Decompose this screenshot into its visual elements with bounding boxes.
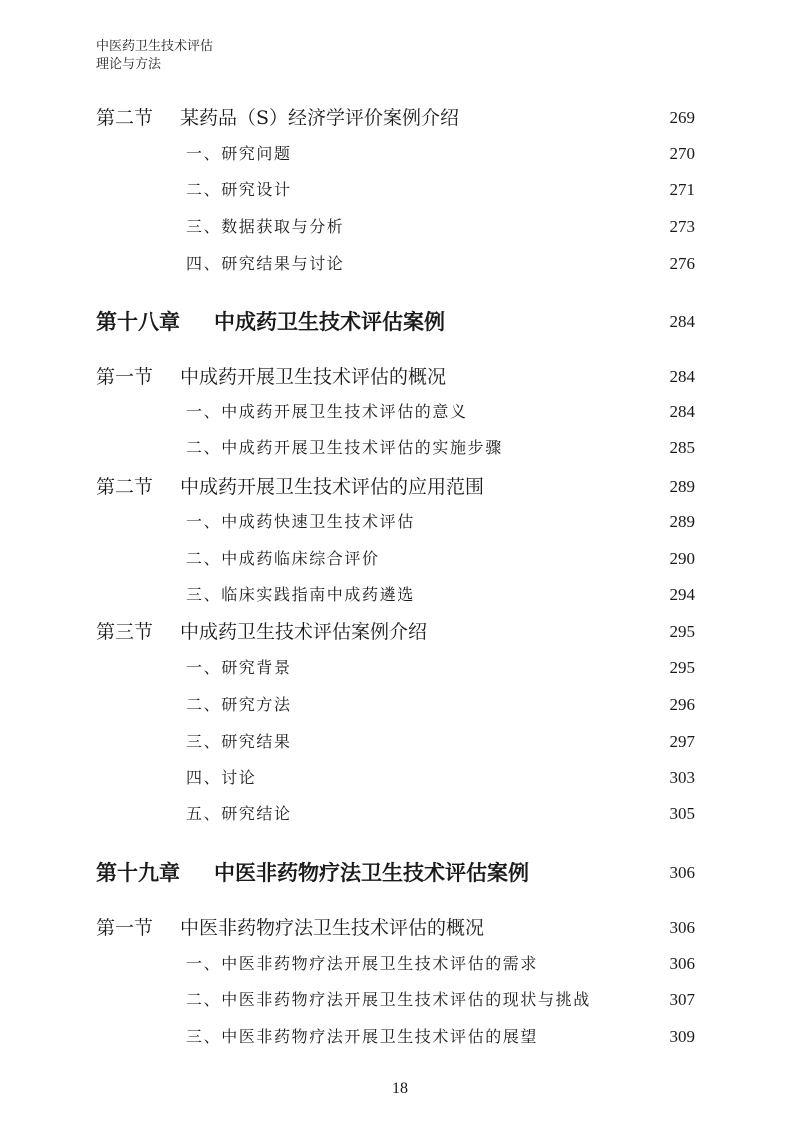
toc-subsection-entry[interactable] bbox=[0, 799, 800, 829]
toc-subsection-entry[interactable] bbox=[0, 175, 800, 205]
page-ref: 294 bbox=[669, 585, 695, 604]
page-ref: 290 bbox=[669, 549, 695, 568]
chapter-title: 中成药卫生技术评估案例 bbox=[214, 309, 445, 334]
section-number: 第三节 bbox=[96, 621, 154, 643]
subsection-title: 二、中成药临床综合评价 bbox=[186, 549, 380, 568]
section-number: 第一节 bbox=[96, 366, 154, 388]
page-ref: 285 bbox=[669, 438, 695, 457]
page-ref: 289 bbox=[669, 477, 695, 496]
page-ref: 273 bbox=[669, 217, 695, 236]
page-ref: 270 bbox=[669, 144, 695, 163]
section-title: 中成药卫生技术评估案例介绍 bbox=[180, 621, 428, 643]
subsection-title: 二、研究方法 bbox=[186, 695, 292, 714]
toc-subsection-entry[interactable] bbox=[0, 139, 800, 169]
toc-subsection-entry[interactable] bbox=[0, 1022, 800, 1052]
toc-subsection-entry[interactable] bbox=[0, 544, 800, 574]
toc-chapter-entry[interactable] bbox=[0, 858, 800, 888]
toc-section-entry[interactable] bbox=[0, 913, 800, 943]
subsection-title: 三、中医非药物疗法开展卫生技术评估的展望 bbox=[186, 1027, 539, 1046]
subsection-title: 一、中成药快速卫生技术评估 bbox=[186, 512, 415, 531]
subsection-title: 一、研究问题 bbox=[186, 144, 292, 163]
chapter-number: 第十八章 bbox=[96, 309, 180, 334]
chapter-title: 中医非药物疗法卫生技术评估案例 bbox=[214, 860, 529, 885]
toc-subsection-entry[interactable] bbox=[0, 727, 800, 757]
page-ref: 305 bbox=[669, 804, 695, 823]
toc-subsection-entry[interactable] bbox=[0, 212, 800, 242]
section-number: 第二节 bbox=[96, 476, 154, 498]
page-ref: 309 bbox=[669, 1027, 695, 1046]
toc-subsection-entry[interactable] bbox=[0, 763, 800, 793]
running-head-book-title: 中医药卫生技术评估 bbox=[96, 39, 214, 54]
subsection-title: 三、数据获取与分析 bbox=[186, 217, 345, 236]
page-ref: 307 bbox=[669, 990, 695, 1009]
page-ref: 306 bbox=[669, 954, 695, 973]
toc-subsection-entry[interactable] bbox=[0, 690, 800, 720]
toc-subsection-entry[interactable] bbox=[0, 507, 800, 537]
subsection-title: 五、研究结论 bbox=[186, 804, 292, 823]
page-ref: 295 bbox=[669, 622, 695, 641]
toc-subsection-entry[interactable] bbox=[0, 433, 800, 463]
subsection-title: 三、研究结果 bbox=[186, 732, 292, 751]
page-ref: 284 bbox=[669, 402, 695, 421]
chapter-number: 第十九章 bbox=[96, 860, 180, 885]
page-ref: 276 bbox=[669, 254, 695, 273]
page-ref: 289 bbox=[669, 512, 695, 531]
section-title: 中成药开展卫生技术评估的应用范围 bbox=[180, 476, 485, 498]
section-title: 某药品（S）经济学评价案例介绍 bbox=[180, 107, 460, 129]
section-number: 第一节 bbox=[96, 917, 154, 939]
page-ref: 297 bbox=[669, 732, 695, 751]
page-ref: 306 bbox=[669, 918, 695, 937]
subsection-title: 二、中医非药物疗法开展卫生技术评估的现状与挑战 bbox=[186, 990, 591, 1009]
page-ref: 306 bbox=[669, 863, 695, 882]
toc-subsection-entry[interactable] bbox=[0, 949, 800, 979]
toc-subsection-entry[interactable] bbox=[0, 653, 800, 683]
section-title: 中医非药物疗法卫生技术评估的概况 bbox=[180, 917, 485, 939]
page-ref: 303 bbox=[669, 768, 695, 787]
page-number: 18 bbox=[392, 1080, 408, 1097]
toc-subsection-entry[interactable] bbox=[0, 580, 800, 610]
page-ref: 269 bbox=[669, 108, 695, 127]
toc-subsection-entry[interactable] bbox=[0, 249, 800, 279]
page-ref: 271 bbox=[669, 180, 695, 199]
toc-section-entry[interactable] bbox=[0, 362, 800, 392]
subsection-title: 一、中医非药物疗法开展卫生技术评估的需求 bbox=[186, 954, 539, 973]
subsection-title: 四、讨论 bbox=[186, 768, 257, 787]
toc-section-entry[interactable] bbox=[0, 617, 800, 647]
subsection-title: 一、中成药开展卫生技术评估的意义 bbox=[186, 402, 468, 421]
toc-chapter-entry[interactable] bbox=[0, 307, 800, 337]
toc-subsection-entry[interactable] bbox=[0, 985, 800, 1015]
page-ref: 295 bbox=[669, 658, 695, 677]
page-ref: 284 bbox=[669, 367, 695, 386]
subsection-title: 二、中成药开展卫生技术评估的实施步骤 bbox=[186, 438, 503, 457]
subsection-title: 二、研究设计 bbox=[186, 180, 292, 199]
running-head-subtitle: 理论与方法 bbox=[96, 57, 162, 72]
section-title: 中成药开展卫生技术评估的概况 bbox=[180, 366, 447, 388]
section-number: 第二节 bbox=[96, 107, 154, 129]
subsection-title: 一、研究背景 bbox=[186, 658, 292, 677]
subsection-title: 四、研究结果与讨论 bbox=[186, 254, 345, 273]
toc-section-entry[interactable] bbox=[0, 472, 800, 502]
page-ref: 296 bbox=[669, 695, 695, 714]
subsection-title: 三、临床实践指南中成药遴选 bbox=[186, 585, 415, 604]
toc-section-entry[interactable] bbox=[0, 103, 800, 133]
toc-subsection-entry[interactable] bbox=[0, 397, 800, 427]
page-ref: 284 bbox=[669, 312, 695, 331]
